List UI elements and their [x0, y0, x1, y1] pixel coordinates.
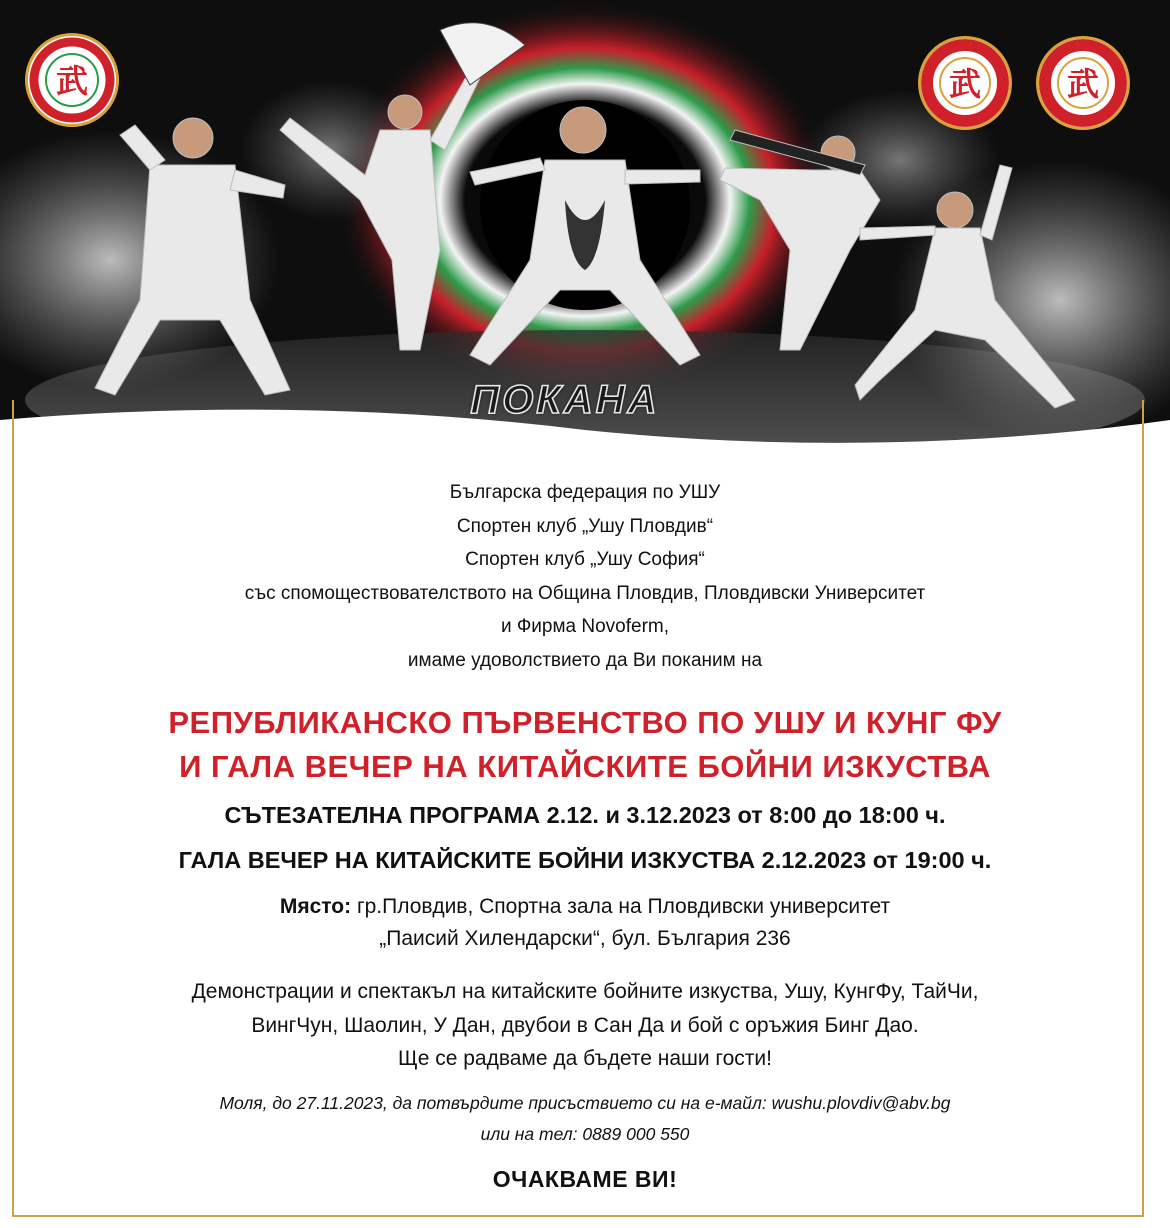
organizer-line: имаме удоволствието да Ви поканим на — [407, 649, 763, 671]
invitation-heading: ПОКАНА — [470, 378, 660, 422]
venue — [0, 891, 1170, 955]
logo-glyph: 武 — [55, 62, 89, 100]
program — [0, 793, 1170, 883]
organizers — [0, 476, 1170, 677]
event-title-line2: И ГАЛА ВЕЧЕР НА КИТАЙСКИТЕ БОЙНИ ИЗКУСТВА — [179, 749, 991, 784]
organizer-line: и Фирма Novoferm, — [500, 616, 670, 637]
organizer-line: Спортен клуб „Ушу Пловдив“ — [456, 515, 714, 537]
organizer-line: Спортен клуб „Ушу София“ — [465, 549, 705, 570]
demo-line: ВингЧун, Шаолин, У Дан, двубои в Сан Да и бой с оръжия Бинг Дао. — [251, 1013, 919, 1037]
venue-line1: гр.Пловдив, Спортна зала на Пловдивски университет — [351, 895, 891, 918]
competition-schedule: СЪТЕЗАТЕЛНА ПРОГРАМА 2.12. и 3.12.2023 от 8:00 до 18:00 ч. — [224, 802, 946, 828]
federation-logo — [25, 33, 119, 127]
logo-glyph: 武 — [948, 65, 982, 103]
gala-schedule: ГАЛА ВЕЧЕР НА КИТАЙСКИТЕ БОЙНИ ИЗКУСТВА 2.12.2023 от 19:00 ч. — [178, 847, 992, 873]
rsvp — [0, 1088, 1170, 1150]
event-title-line1: РЕПУБЛИКАНСКО ПЪРВЕНСТВО ПО УШУ И КУНГ ФУ — [168, 705, 1002, 740]
demo-line: Ще се радваме да бъдете наши гости! — [398, 1047, 772, 1070]
demonstrations — [0, 975, 1170, 1076]
closing-text: ОЧАКВАМЕ ВИ! — [492, 1165, 678, 1192]
organizer-line: Българска федерация по УШУ — [449, 482, 721, 503]
rsvp-phone-line: или на тел: 0889 000 550 — [480, 1123, 690, 1144]
invitation-body — [0, 476, 1170, 1193]
venue-label: Място: — [279, 895, 352, 918]
club-plovdiv-logo — [918, 36, 1012, 130]
event-title — [0, 701, 1170, 789]
club-sofia-logo — [1036, 36, 1130, 130]
rsvp-email-line: Моля, до 27.11.2023, да потвърдите присъствието си на е-майл: wushu.plovdiv@abv.bg — [219, 1092, 951, 1113]
logo-glyph: 武 — [1066, 65, 1100, 103]
organizer-line: със спомоществователството на Община Пловдив, Пловдивски Университет — [244, 582, 926, 604]
venue-line2: „Паисий Хилендарски“, бул. България 236 — [379, 927, 791, 950]
demo-line: Демонстрации и спектакъл на китайските бойните изкуства, Ушу, КунгФу, ТайЧи, — [191, 980, 979, 1003]
